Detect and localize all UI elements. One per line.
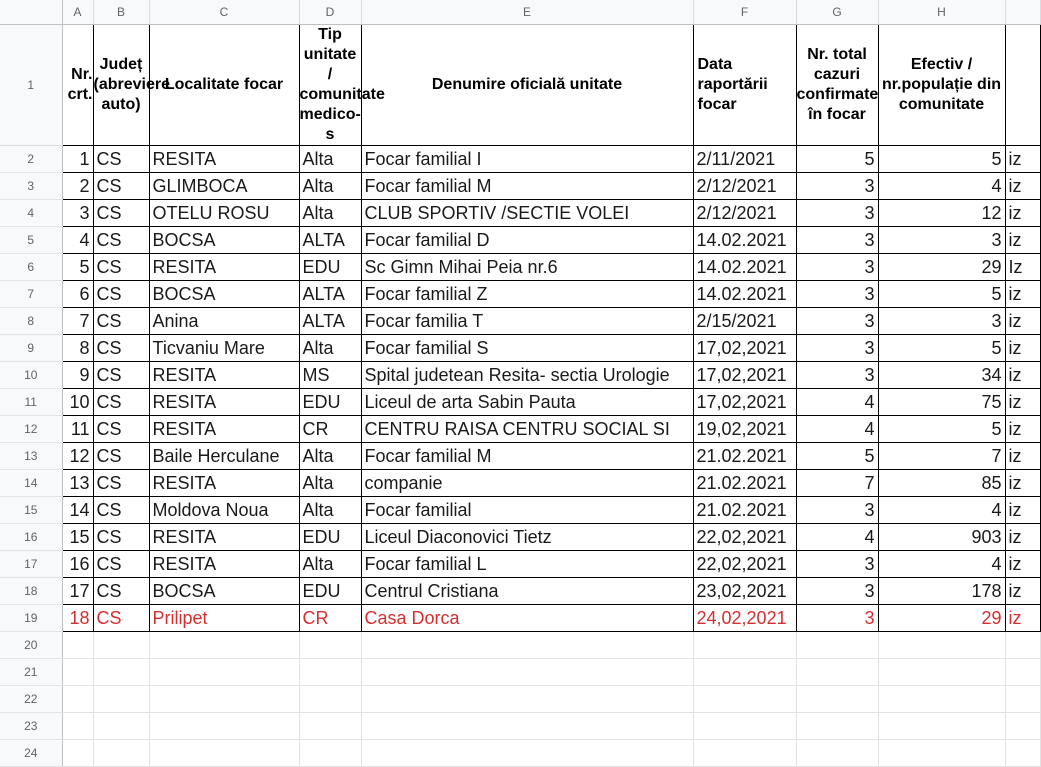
row-number[interactable]: 7	[0, 281, 62, 308]
table-row	[0, 551, 1040, 578]
empty-cell[interactable]	[878, 659, 1005, 686]
empty-cell[interactable]	[299, 659, 361, 686]
cell-col-i[interactable]: iz	[1005, 389, 1040, 416]
empty-cell[interactable]	[878, 632, 1005, 659]
cell-localitate[interactable]: GLIMBOCA	[149, 173, 299, 200]
empty-cell[interactable]	[693, 713, 796, 740]
table-row	[0, 200, 1040, 227]
cell-nr-cazuri[interactable]: 3	[796, 497, 878, 524]
select-all-corner[interactable]	[0, 0, 62, 25]
empty-row	[0, 632, 1040, 659]
cell-localitate[interactable]: OTELU ROSU	[149, 200, 299, 227]
cell-denumire[interactable]: Focar familial Z	[361, 281, 693, 308]
cell-nr-cazuri[interactable]: 3	[796, 173, 878, 200]
cell-data-raportarii[interactable]: 2/12/2021	[693, 173, 796, 200]
cell-efectiv[interactable]: 3	[878, 308, 1005, 335]
column-header-h[interactable]: H	[878, 0, 1005, 25]
cell-judet[interactable]: CS	[93, 470, 149, 497]
row-number[interactable]: 3	[0, 173, 62, 200]
cell-nr-crt[interactable]: 9	[62, 362, 93, 389]
cell-col-i[interactable]: iz	[1005, 362, 1040, 389]
cell-denumire[interactable]: companie	[361, 470, 693, 497]
row-number[interactable]: 23	[0, 713, 62, 740]
cell-localitate[interactable]: RESITA	[149, 416, 299, 443]
empty-cell[interactable]	[361, 659, 693, 686]
empty-row	[0, 713, 1040, 740]
row-number[interactable]: 8	[0, 308, 62, 335]
empty-cell[interactable]	[878, 686, 1005, 713]
empty-cell[interactable]	[93, 713, 149, 740]
cell-data-raportarii[interactable]: 14.02.2021	[693, 281, 796, 308]
row-number[interactable]: 10	[0, 362, 62, 389]
cell-nr-cazuri[interactable]: 3	[796, 362, 878, 389]
cell-data-raportarii[interactable]: 23,02,2021	[693, 578, 796, 605]
cell-denumire[interactable]: Focar familial D	[361, 227, 693, 254]
cell-data-raportarii[interactable]: 14.02.2021	[693, 227, 796, 254]
cell-localitate[interactable]: BOCSA	[149, 281, 299, 308]
empty-cell[interactable]	[93, 686, 149, 713]
header-localitate[interactable]: Localitate focar	[149, 25, 299, 146]
empty-cell[interactable]	[62, 740, 93, 767]
cell-localitate[interactable]: Baile Herculane	[149, 443, 299, 470]
header-col-i[interactable]	[1005, 25, 1040, 146]
empty-row	[0, 659, 1040, 686]
cell-localitate[interactable]: Moldova Noua	[149, 497, 299, 524]
header-nr-cazuri[interactable]: Nr. total cazuri confirmate în focar	[796, 25, 878, 146]
cell-denumire[interactable]: Casa Dorca	[361, 605, 693, 632]
cell-efectiv[interactable]: 7	[878, 443, 1005, 470]
cell-tip-unitate[interactable]: EDU	[299, 578, 361, 605]
cell-nr-cazuri[interactable]: 5	[796, 443, 878, 470]
header-efectiv[interactable]: Efectiv / nr.populație din comunitate	[878, 25, 1005, 146]
cell-efectiv[interactable]: 4	[878, 497, 1005, 524]
cell-data-raportarii[interactable]: 2/15/2021	[693, 308, 796, 335]
cell-tip-unitate[interactable]: Alta	[299, 551, 361, 578]
empty-cell[interactable]	[299, 686, 361, 713]
cell-denumire[interactable]: CLUB SPORTIV /SECTIE VOLEI	[361, 200, 693, 227]
table-row	[0, 173, 1040, 200]
empty-cell[interactable]	[149, 713, 299, 740]
empty-cell[interactable]	[62, 632, 93, 659]
row-number[interactable]: 11	[0, 389, 62, 416]
cell-tip-unitate[interactable]: ALTA	[299, 281, 361, 308]
cell-col-i[interactable]: iz	[1005, 524, 1040, 551]
cell-data-raportarii[interactable]: 21.02.2021	[693, 470, 796, 497]
cell-tip-unitate[interactable]: Alta	[299, 173, 361, 200]
row-number[interactable]: 22	[0, 686, 62, 713]
column-header-i[interactable]	[1005, 0, 1040, 25]
cell-tip-unitate[interactable]: Alta	[299, 497, 361, 524]
row-number[interactable]: 1	[0, 25, 62, 146]
header-tip-unitate[interactable]: Tip unitate / comunitate medico-s	[299, 25, 361, 146]
row-number[interactable]: 9	[0, 335, 62, 362]
cell-denumire[interactable]: Focar familial M	[361, 443, 693, 470]
row-number[interactable]: 4	[0, 200, 62, 227]
cell-data-raportarii[interactable]: 24,02,2021	[693, 605, 796, 632]
cell-efectiv[interactable]: 3	[878, 227, 1005, 254]
empty-cell[interactable]	[299, 632, 361, 659]
empty-cell[interactable]	[361, 740, 693, 767]
cell-denumire[interactable]: CENTRU RAISA CENTRU SOCIAL SI	[361, 416, 693, 443]
empty-cell[interactable]	[693, 686, 796, 713]
empty-cell[interactable]	[93, 632, 149, 659]
cell-judet[interactable]: CS	[93, 362, 149, 389]
cell-nr-crt[interactable]: 2	[62, 173, 93, 200]
cell-judet[interactable]: CS	[93, 227, 149, 254]
cell-denumire[interactable]: Sc Gimn Mihai Peia nr.6	[361, 254, 693, 281]
cell-col-i[interactable]: Iz	[1005, 254, 1040, 281]
row-number[interactable]: 16	[0, 524, 62, 551]
cell-nr-cazuri[interactable]: 3	[796, 200, 878, 227]
empty-cell[interactable]	[1005, 659, 1040, 686]
empty-cell[interactable]	[878, 713, 1005, 740]
cell-nr-crt[interactable]: 3	[62, 200, 93, 227]
cell-data-raportarii[interactable]: 2/12/2021	[693, 200, 796, 227]
cell-localitate[interactable]: RESITA	[149, 146, 299, 173]
empty-cell[interactable]	[1005, 632, 1040, 659]
cell-tip-unitate[interactable]: CR	[299, 416, 361, 443]
row-number[interactable]: 14	[0, 470, 62, 497]
header-judet[interactable]: Județ (abreviere auto)	[93, 25, 149, 146]
cell-tip-unitate[interactable]: Alta	[299, 335, 361, 362]
cell-efectiv[interactable]: 12	[878, 200, 1005, 227]
cell-efectiv[interactable]: 85	[878, 470, 1005, 497]
cell-nr-cazuri[interactable]: 3	[796, 281, 878, 308]
cell-col-i[interactable]: iz	[1005, 470, 1040, 497]
cell-judet[interactable]: CS	[93, 497, 149, 524]
cell-efectiv[interactable]: 5	[878, 416, 1005, 443]
empty-cell[interactable]	[149, 740, 299, 767]
cell-col-i[interactable]: iz	[1005, 605, 1040, 632]
cell-nr-crt[interactable]: 10	[62, 389, 93, 416]
empty-cell[interactable]	[62, 713, 93, 740]
cell-judet[interactable]: CS	[93, 416, 149, 443]
cell-col-i[interactable]: iz	[1005, 308, 1040, 335]
cell-judet[interactable]: CS	[93, 308, 149, 335]
cell-nr-cazuri[interactable]: 3	[796, 605, 878, 632]
cell-efectiv[interactable]: 29	[878, 605, 1005, 632]
cell-tip-unitate[interactable]: EDU	[299, 389, 361, 416]
cell-efectiv[interactable]: 4	[878, 551, 1005, 578]
row-number[interactable]: 20	[0, 632, 62, 659]
cell-denumire[interactable]: Liceul Diaconovici Tietz	[361, 524, 693, 551]
cell-efectiv[interactable]: 903	[878, 524, 1005, 551]
empty-cell[interactable]	[93, 659, 149, 686]
empty-cell[interactable]	[299, 740, 361, 767]
cell-efectiv[interactable]: 5	[878, 146, 1005, 173]
table-row	[0, 497, 1040, 524]
empty-cell[interactable]	[299, 713, 361, 740]
cell-judet[interactable]: CS	[93, 281, 149, 308]
empty-cell[interactable]	[149, 632, 299, 659]
row-number[interactable]: 13	[0, 443, 62, 470]
cell-col-i[interactable]: iz	[1005, 281, 1040, 308]
cell-col-i[interactable]: iz	[1005, 200, 1040, 227]
cell-data-raportarii[interactable]: 17,02,2021	[693, 389, 796, 416]
cell-localitate[interactable]: Ticvaniu Mare	[149, 335, 299, 362]
cell-efectiv[interactable]: 178	[878, 578, 1005, 605]
column-header-d[interactable]: D	[299, 0, 361, 25]
column-header-f[interactable]: F	[693, 0, 796, 25]
empty-cell[interactable]	[796, 632, 878, 659]
cell-nr-crt[interactable]: 7	[62, 308, 93, 335]
header-data-raportarii[interactable]: Data raportării focar	[693, 25, 796, 146]
cell-nr-crt[interactable]: 16	[62, 551, 93, 578]
table-row	[0, 227, 1040, 254]
cell-nr-cazuri[interactable]: 7	[796, 470, 878, 497]
cell-nr-cazuri[interactable]: 4	[796, 416, 878, 443]
row-number[interactable]: 18	[0, 578, 62, 605]
row-number[interactable]: 12	[0, 416, 62, 443]
empty-cell[interactable]	[62, 659, 93, 686]
empty-cell[interactable]	[796, 686, 878, 713]
cell-tip-unitate[interactable]: Alta	[299, 443, 361, 470]
cell-nr-crt[interactable]: 17	[62, 578, 93, 605]
table-row	[0, 254, 1040, 281]
cell-denumire[interactable]: Focar familia T	[361, 308, 693, 335]
cell-judet[interactable]: CS	[93, 254, 149, 281]
cell-tip-unitate[interactable]: EDU	[299, 254, 361, 281]
empty-row	[0, 740, 1040, 767]
cell-nr-cazuri[interactable]: 5	[796, 146, 878, 173]
header-nr-crt[interactable]: Nr. crt.	[62, 25, 93, 146]
cell-col-i[interactable]: iz	[1005, 443, 1040, 470]
cell-data-raportarii[interactable]: 22,02,2021	[693, 524, 796, 551]
table-row	[0, 470, 1040, 497]
column-header-c[interactable]: C	[149, 0, 299, 25]
table-row	[0, 416, 1040, 443]
cell-col-i[interactable]: iz	[1005, 335, 1040, 362]
row-number[interactable]: 5	[0, 227, 62, 254]
cell-col-i[interactable]: iz	[1005, 227, 1040, 254]
cell-nr-crt[interactable]: 4	[62, 227, 93, 254]
empty-cell[interactable]	[1005, 713, 1040, 740]
cell-nr-crt[interactable]: 11	[62, 416, 93, 443]
cell-localitate[interactable]: RESITA	[149, 470, 299, 497]
cell-nr-crt[interactable]: 1	[62, 146, 93, 173]
cell-judet[interactable]: CS	[93, 578, 149, 605]
cell-judet[interactable]: CS	[93, 551, 149, 578]
cell-nr-cazuri[interactable]: 3	[796, 578, 878, 605]
empty-cell[interactable]	[693, 740, 796, 767]
cell-data-raportarii[interactable]: 2/11/2021	[693, 146, 796, 173]
empty-cell[interactable]	[693, 659, 796, 686]
cell-nr-cazuri[interactable]: 4	[796, 524, 878, 551]
cell-data-raportarii[interactable]: 21.02.2021	[693, 443, 796, 470]
cell-tip-unitate[interactable]: CR	[299, 605, 361, 632]
cell-data-raportarii[interactable]: 22,02,2021	[693, 551, 796, 578]
cell-judet[interactable]: CS	[93, 389, 149, 416]
cell-nr-crt[interactable]: 12	[62, 443, 93, 470]
empty-cell[interactable]	[1005, 686, 1040, 713]
cell-data-raportarii[interactable]: 14.02.2021	[693, 254, 796, 281]
cell-nr-crt[interactable]: 18	[62, 605, 93, 632]
cell-col-i[interactable]: iz	[1005, 173, 1040, 200]
cell-nr-crt[interactable]: 14	[62, 497, 93, 524]
cell-localitate[interactable]: Prilipet	[149, 605, 299, 632]
cell-localitate[interactable]: Anina	[149, 308, 299, 335]
row-number[interactable]: 17	[0, 551, 62, 578]
cell-nr-cazuri[interactable]: 4	[796, 389, 878, 416]
cell-tip-unitate[interactable]: ALTA	[299, 227, 361, 254]
cell-localitate[interactable]: BOCSA	[149, 578, 299, 605]
table-row	[0, 308, 1040, 335]
cell-judet[interactable]: CS	[93, 524, 149, 551]
header-row	[0, 25, 1040, 146]
row-number[interactable]: 19	[0, 605, 62, 632]
cell-nr-crt[interactable]: 15	[62, 524, 93, 551]
cell-judet[interactable]: CS	[93, 605, 149, 632]
cell-nr-cazuri[interactable]: 3	[796, 254, 878, 281]
empty-cell[interactable]	[796, 659, 878, 686]
cell-efectiv[interactable]: 34	[878, 362, 1005, 389]
cell-judet[interactable]: CS	[93, 146, 149, 173]
cell-localitate[interactable]: RESITA	[149, 524, 299, 551]
cell-nr-crt[interactable]: 5	[62, 254, 93, 281]
cell-nr-cazuri[interactable]: 3	[796, 551, 878, 578]
empty-cell[interactable]	[62, 686, 93, 713]
cell-tip-unitate[interactable]: Alta	[299, 470, 361, 497]
empty-cell[interactable]	[878, 740, 1005, 767]
cell-nr-cazuri[interactable]: 3	[796, 227, 878, 254]
header-denumire[interactable]: Denumire oficială unitate	[361, 25, 693, 146]
cell-nr-cazuri[interactable]: 3	[796, 308, 878, 335]
cell-col-i[interactable]: iz	[1005, 578, 1040, 605]
table-row	[0, 335, 1040, 362]
empty-cell[interactable]	[361, 713, 693, 740]
cell-denumire[interactable]: Focar familial S	[361, 335, 693, 362]
cell-judet[interactable]: CS	[93, 173, 149, 200]
cell-tip-unitate[interactable]: MS	[299, 362, 361, 389]
empty-cell[interactable]	[361, 686, 693, 713]
row-number[interactable]: 2	[0, 146, 62, 173]
cell-efectiv[interactable]: 75	[878, 389, 1005, 416]
cell-judet[interactable]: CS	[93, 443, 149, 470]
cell-denumire[interactable]: Focar familial M	[361, 173, 693, 200]
cell-localitate[interactable]: RESITA	[149, 551, 299, 578]
table-row	[0, 281, 1040, 308]
cell-denumire[interactable]: Spital judetean Resita- sectia Urologie	[361, 362, 693, 389]
cell-col-i[interactable]: iz	[1005, 416, 1040, 443]
empty-cell[interactable]	[361, 632, 693, 659]
cell-efectiv[interactable]: 5	[878, 281, 1005, 308]
empty-cell[interactable]	[149, 686, 299, 713]
row-number[interactable]: 6	[0, 254, 62, 281]
row-number[interactable]: 24	[0, 740, 62, 767]
cell-tip-unitate[interactable]: Alta	[299, 146, 361, 173]
table-row	[0, 389, 1040, 416]
column-header-g[interactable]: G	[796, 0, 878, 25]
cell-denumire[interactable]: Focar familial I	[361, 146, 693, 173]
cell-denumire[interactable]: Centrul Cristiana	[361, 578, 693, 605]
row-number[interactable]: 15	[0, 497, 62, 524]
cell-nr-crt[interactable]: 6	[62, 281, 93, 308]
cell-tip-unitate[interactable]: Alta	[299, 200, 361, 227]
cell-judet[interactable]: CS	[93, 335, 149, 362]
cell-judet[interactable]: CS	[93, 200, 149, 227]
empty-cell[interactable]	[796, 740, 878, 767]
empty-cell[interactable]	[693, 632, 796, 659]
cell-data-raportarii[interactable]: 21.02.2021	[693, 497, 796, 524]
row-number[interactable]: 21	[0, 659, 62, 686]
column-header-row	[0, 0, 1040, 25]
cell-efectiv[interactable]: 4	[878, 173, 1005, 200]
cell-data-raportarii[interactable]: 17,02,2021	[693, 335, 796, 362]
column-header-e[interactable]: E	[361, 0, 693, 25]
cell-localitate[interactable]: RESITA	[149, 362, 299, 389]
cell-nr-crt[interactable]: 8	[62, 335, 93, 362]
table-row	[0, 146, 1040, 173]
cell-tip-unitate[interactable]: EDU	[299, 524, 361, 551]
cell-nr-crt[interactable]: 13	[62, 470, 93, 497]
cell-localitate[interactable]: RESITA	[149, 389, 299, 416]
empty-cell[interactable]	[1005, 740, 1040, 767]
table-row	[0, 578, 1040, 605]
table-row	[0, 443, 1040, 470]
empty-cell[interactable]	[149, 659, 299, 686]
empty-row	[0, 686, 1040, 713]
table-row	[0, 605, 1040, 632]
cell-denumire[interactable]: Liceul de arta Sabin Pauta	[361, 389, 693, 416]
cell-denumire[interactable]: Focar familial	[361, 497, 693, 524]
table-row	[0, 362, 1040, 389]
cell-efectiv[interactable]: 5	[878, 335, 1005, 362]
empty-cell[interactable]	[93, 740, 149, 767]
cell-localitate[interactable]: BOCSA	[149, 227, 299, 254]
cell-efectiv[interactable]: 29	[878, 254, 1005, 281]
empty-cell[interactable]	[796, 713, 878, 740]
cell-data-raportarii[interactable]: 17,02,2021	[693, 362, 796, 389]
cell-denumire[interactable]: Focar familial L	[361, 551, 693, 578]
cell-localitate[interactable]: RESITA	[149, 254, 299, 281]
cell-col-i[interactable]: iz	[1005, 497, 1040, 524]
cell-tip-unitate[interactable]: ALTA	[299, 308, 361, 335]
cell-col-i[interactable]: iz	[1005, 551, 1040, 578]
cell-nr-cazuri[interactable]: 3	[796, 335, 878, 362]
column-header-a[interactable]: A	[62, 0, 93, 25]
column-header-b[interactable]: B	[93, 0, 149, 25]
table-row	[0, 524, 1040, 551]
cell-col-i[interactable]: iz	[1005, 146, 1040, 173]
cell-data-raportarii[interactable]: 19,02,2021	[693, 416, 796, 443]
